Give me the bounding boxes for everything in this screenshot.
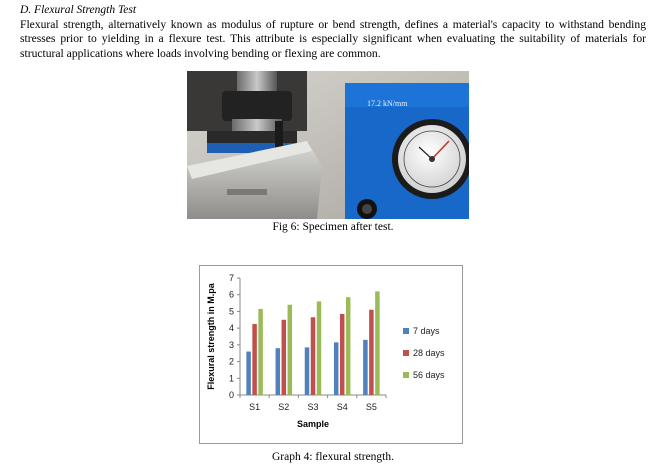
section-paragraph: Flexural strength, alternatively known as modulus of rupture or bend strength, defines a material's capacity to withstand bending stresses prior to yielding in a flexure test. This attribute is especially significant when evaluating the suitability of materials for structural applications where loads involving bending or flexing are common.: [20, 18, 646, 60]
bar-s1-series-1: [246, 352, 251, 395]
specimen-photo: [187, 71, 469, 219]
y-tick-label: 5: [228, 306, 234, 317]
x-tick-label: S2: [278, 402, 290, 412]
y-tick-label: 4: [228, 323, 234, 334]
graph-caption: Graph 4: flexural strength.: [272, 451, 394, 463]
flexural-strength-chart: [199, 265, 463, 444]
bar-s2-series-2: [282, 320, 287, 395]
y-tick-label: 0: [228, 390, 234, 400]
bar-s5-series-2: [369, 310, 374, 395]
y-tick-label: 6: [228, 289, 234, 300]
y-axis-title: Flexural strength in M.pa: [206, 283, 216, 390]
bar-s5-series-1: [363, 340, 368, 395]
y-tick-label: 7: [228, 273, 234, 283]
legend-label: 56 days: [413, 370, 445, 380]
x-axis-title: Sample: [296, 419, 330, 429]
x-tick-label: S4: [336, 402, 348, 412]
chart-legend: [403, 326, 445, 380]
machine-label: 17.2 kN/mm: [367, 99, 408, 108]
x-tick-label: S5: [365, 402, 377, 412]
bar-s4-series-2: [340, 314, 345, 395]
chart-svg: [200, 266, 462, 443]
x-tick-label: S1: [249, 402, 261, 412]
specimen-photo-image: [187, 71, 469, 219]
x-tick-label: S3: [307, 402, 319, 412]
y-tick-label: 3: [228, 339, 234, 350]
bar-s1-series-2: [252, 324, 257, 395]
legend-swatch: [403, 350, 409, 356]
y-tick-label: 1: [228, 373, 234, 384]
bar-s4-series-3: [346, 297, 351, 395]
bar-s5-series-3: [375, 291, 380, 395]
legend-label: 7 days: [413, 326, 440, 336]
bar-s3-series-2: [311, 317, 316, 395]
bar-s2-series-3: [288, 305, 293, 395]
bar-s3-series-3: [317, 301, 322, 395]
legend-label: 28 days: [413, 348, 445, 358]
y-tick-label: 2: [228, 356, 234, 367]
legend-swatch: [403, 328, 409, 334]
bar-s1-series-3: [258, 309, 263, 395]
section-heading: D. Flexural Strength Test: [20, 4, 137, 16]
bar-s2-series-1: [276, 348, 281, 395]
legend-swatch: [403, 372, 409, 378]
bar-s3-series-1: [305, 347, 310, 395]
figure-caption: Fig 6: Specimen after test.: [272, 221, 394, 233]
bar-s4-series-1: [334, 342, 339, 395]
